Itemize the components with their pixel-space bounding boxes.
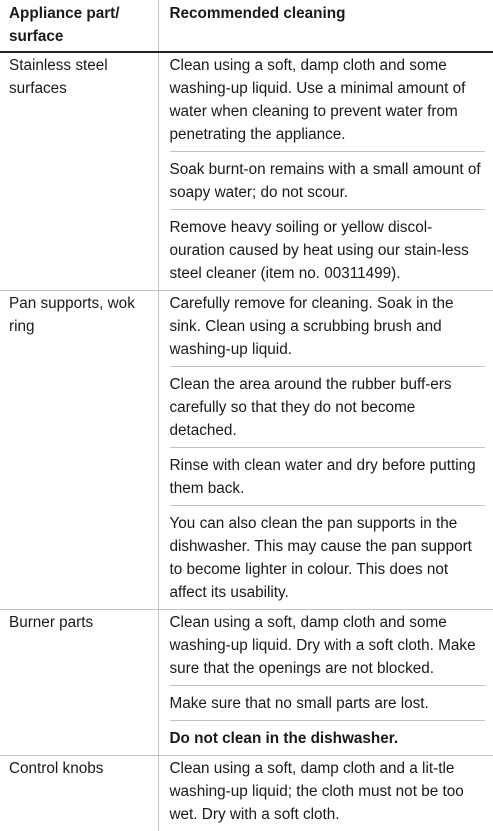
appliance-part-cell: Burner parts	[0, 610, 158, 756]
recommended-cleaning-cell	[158, 756, 493, 831]
table-row	[0, 610, 493, 756]
appliance-part-cell: Pan supports, wok ring	[0, 291, 158, 610]
cleaning-instruction: You can also clean the pan supports in the dishwasher. This may cause the pan support to become lighter in colour. This does not affect its usability.	[170, 505, 486, 609]
cleaning-instruction: Soak burnt-on remains with a small amount of soapy water; do not scour.	[170, 151, 486, 209]
header-row	[0, 0, 493, 52]
table-row	[0, 52, 493, 291]
cleaning-instruction: Do not clean in the dishwasher.	[170, 720, 486, 755]
table-row	[0, 756, 493, 831]
recommended-cleaning-cell	[158, 52, 493, 291]
table-body	[0, 52, 493, 831]
appliance-part-cell: Control knobs	[0, 756, 158, 831]
cleaning-instruction: Make sure that no small parts are lost.	[170, 685, 486, 720]
recommended-cleaning-cell	[158, 291, 493, 610]
table-row	[0, 291, 493, 610]
cleaning-instruction: Carefully remove for cleaning. Soak in the sink. Clean using a scrubbing brush and washing-up liquid.	[170, 291, 486, 366]
cleaning-instruction: Clean using a soft, damp cloth and some washing-up liquid. Use a minimal amount of water when cleaning to prevent water from penetrating the appliance.	[170, 53, 486, 151]
cleaning-instruction: Clean using a soft, damp cloth and some washing-up liquid. Dry with a soft cloth. Make sure that the openings are not blocked.	[170, 610, 486, 685]
cleaning-instruction: Clean using a soft, damp cloth and a lit-tle washing-up liquid; the cloth must not be too wet. Dry with a soft cloth.	[170, 756, 486, 831]
cleaning-instruction: Clean the area around the rubber buff-ers carefully so that they do not become detached.	[170, 366, 486, 447]
cleaning-instruction: Rinse with clean water and dry before putting them back.	[170, 447, 486, 505]
recommended-cleaning-cell	[158, 610, 493, 756]
appliance-part-cell: Stainless steel surfaces	[0, 52, 158, 291]
cleaning-instruction: Remove heavy soiling or yellow discol-ouration caused by heat using our stain-less steel cleaner (item no. 00311499).	[170, 209, 486, 290]
header-appliance-part: Appliance part/ surface	[0, 0, 158, 52]
header-recommended-cleaning: Recommended cleaning	[158, 0, 493, 52]
